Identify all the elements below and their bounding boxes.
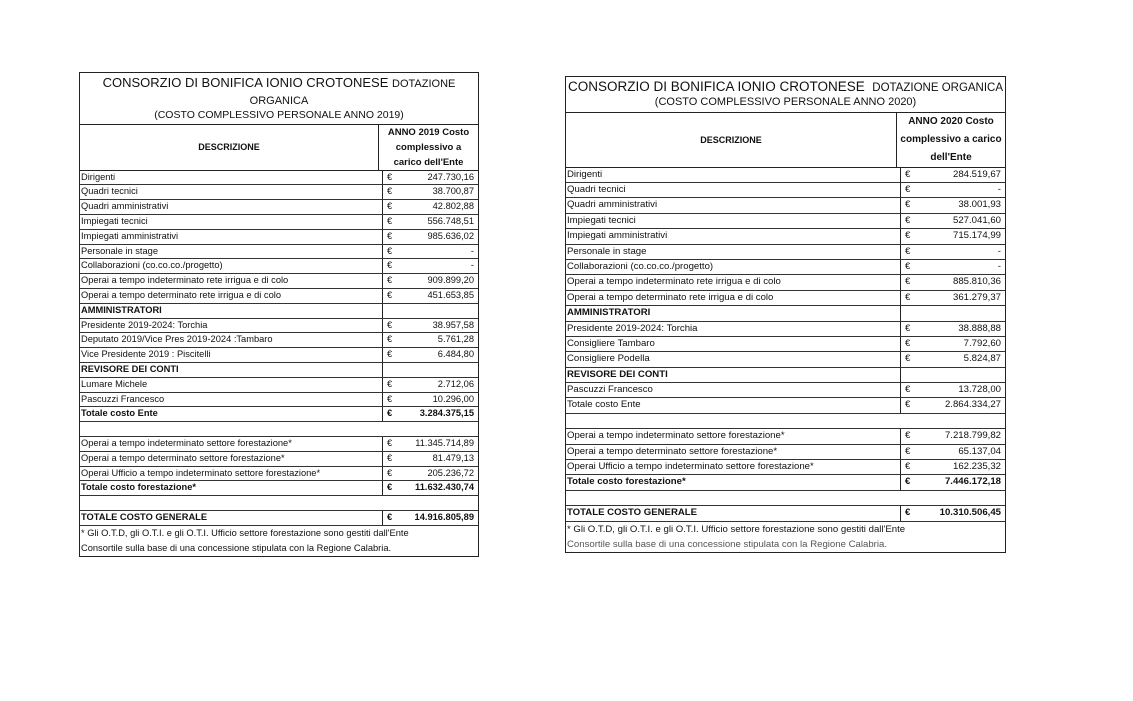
currency-symbol: € [905,291,911,303]
row-label: Impiegati tecnici [80,215,383,229]
currency-symbol: € [905,353,911,365]
row-label: Lumare Michele [80,378,383,392]
row-label: Dirigenti [566,168,901,182]
row-value: 6.484,80 [437,349,474,360]
currency-symbol: € [905,322,911,334]
currency-symbol [901,368,919,382]
row-label: Totale costo Ente [566,398,901,412]
section-row [80,363,478,378]
blank-row [566,491,1005,506]
row-value: 38.957,58 [432,319,474,330]
row-label: TOTALE COSTO GENERALE [566,506,901,520]
row-label: AMMINISTRATORI [566,306,901,320]
row-label: Presidente 2019-2024: Torchia [80,319,383,333]
footnote-line-2: Consortile sulla base di una concessione stipulata con la Regione Calabria. [81,542,392,553]
table-row [80,437,478,452]
row-value: 7.218.799,82 [944,430,1001,442]
currency-symbol: € [905,276,911,288]
row-value [401,496,478,510]
row-label: Operai a tempo determinato rete irrigua e di colo [566,291,901,305]
row-label: REVISORE DEI CONTI [80,363,383,377]
table-row [566,229,1005,244]
row-label: Totale costo Ente [80,407,383,421]
header-value: ANNO 2020 Costo complessivo a carico dell'Ente [900,115,1002,163]
table-row [566,322,1005,337]
table-row [80,289,478,304]
section-row [566,368,1005,383]
currency-symbol: € [905,507,911,519]
currency-symbol: € [387,186,393,197]
row-value: 247.730,16 [427,171,474,182]
table-row [80,481,478,496]
currency-symbol [901,414,919,428]
table-row [80,200,478,215]
table-row [566,245,1005,260]
currency-symbol: € [387,437,393,448]
row-label: AMMINISTRATORI [80,304,383,318]
table-row [80,259,478,274]
row-value: - [997,184,1001,196]
table-body [566,168,1005,522]
blank-row [80,496,478,511]
currency-symbol: € [387,319,393,330]
row-value: - [470,245,474,256]
table-row [80,171,478,186]
row-value: 14.916.805,89 [414,511,474,522]
table-row [80,319,478,334]
currency-symbol: € [905,476,911,488]
section-row [80,304,478,319]
row-value: - [997,245,1001,257]
row-value [401,304,478,318]
row-label: Quadri amministrativi [566,198,901,212]
row-label: Impiegati amministrativi [566,229,901,243]
row-label: Operai Ufficio a tempo indeterminato settore forestazione* [566,460,901,474]
row-label [80,422,383,436]
title-main: CONSORZIO DI BONIFICA IONIO CROTONESE [102,75,389,90]
table-row [80,348,478,363]
row-label: Operai a tempo determinato rete irrigua e di colo [80,289,383,303]
row-value: 11.632.430,74 [415,482,474,493]
row-label: Operai a tempo indeterminato settore forestazione* [566,429,901,443]
row-label: Dirigenti [80,171,383,185]
table-row [566,260,1005,275]
table-header [80,125,478,171]
currency-symbol: € [905,199,911,211]
row-value: 7.446.172,18 [944,476,1001,488]
row-label: Collaborazioni (co.co.co./progetto) [80,259,383,273]
table-row [80,407,478,422]
row-value: - [470,260,474,271]
cost-table-2019 [79,72,479,557]
table-body [80,171,478,526]
table-row [80,511,478,526]
row-label: Operai Ufficio a tempo indeterminato settore forestazione* [80,467,383,481]
row-value: 11.345.714,89 [415,437,474,448]
currency-symbol: € [387,216,393,227]
row-value: 451.653,85 [427,290,474,300]
currency-symbol: € [905,214,911,226]
row-value: 38.700,87 [432,186,474,197]
table-row [566,183,1005,198]
row-value: 5.824,87 [963,353,1001,365]
header-description: DESCRIZIONE [80,125,379,170]
currency-symbol: € [387,275,393,286]
table-row [566,337,1005,352]
currency-symbol [901,306,919,320]
row-label: Deputato 2019/Vice Pres 2019-2024 :Tambaro [80,333,383,347]
table-row [80,230,478,245]
row-label: Pascuzzi Francesco [566,383,901,397]
row-value: 527.041,60 [952,214,1001,226]
currency-symbol: € [905,430,911,442]
row-label: Operai a tempo indeterminato settore forestazione* [80,437,383,451]
currency-symbol: € [905,168,911,180]
currency-symbol: € [905,399,911,411]
table-title [566,77,1005,113]
footnote [80,526,478,556]
table-row [80,452,478,467]
currency-symbol: € [387,230,393,241]
row-value [919,306,1005,320]
table-row [80,215,478,230]
row-value: 10.296,00 [432,393,474,404]
table-row [566,445,1005,460]
currency-symbol: € [905,260,911,272]
currency-symbol [383,496,401,510]
currency-symbol: € [387,393,393,404]
title-main: CONSORZIO DI BONIFICA IONIO CROTONESE [567,79,865,94]
row-label: Consigliere Podella [566,352,901,366]
currency-symbol: € [387,408,393,419]
row-label: Operai a tempo indeterminato rete irrigua e di colo [566,275,901,289]
table-subtitle: (COSTO COMPLESSIVO PERSONALE ANNO 2019) [154,108,404,121]
header-description: DESCRIZIONE [566,113,897,167]
currency-symbol: € [905,184,911,196]
currency-symbol: € [905,230,911,242]
row-label: Collaborazioni (co.co.co./progetto) [566,260,901,274]
row-value: 81.479,13 [432,452,474,463]
row-label: Quadri amministrativi [80,200,383,214]
title-suffix: DOTAZIONE ORGANICA [872,82,1004,94]
currency-symbol: € [387,245,393,256]
table-row [566,352,1005,367]
currency-symbol: € [387,511,393,522]
row-value: 2.864.334,27 [944,399,1001,411]
table-row [566,506,1005,521]
row-value: 556.748,51 [427,216,474,227]
currency-symbol: € [387,260,393,271]
table-row [566,429,1005,444]
table-row [566,475,1005,490]
row-value: 42.802,88 [432,201,474,212]
row-value [919,414,1005,428]
currency-symbol [901,491,919,505]
currency-symbol: € [905,461,911,473]
row-value: 361.279,37 [952,291,1001,303]
table-row [80,467,478,482]
row-label: Quadri tecnici [80,185,383,199]
row-value: 7.792,60 [963,337,1001,349]
row-value: 205.236,72 [427,467,474,478]
row-value [919,368,1005,382]
row-label [80,496,383,510]
row-value: 13.728,00 [958,384,1001,396]
currency-symbol [383,363,401,377]
row-value: 3.284.375,15 [419,408,474,419]
footnote-line-1: * Gli O.T.D, gli O.T.I. e gli O.T.I. Ufficio settore forestazione sono gestiti dall'Ente [567,523,906,535]
row-value: 985.636,02 [427,230,474,241]
row-label: Pascuzzi Francesco [80,393,383,407]
row-label: Operai a tempo determinato settore forestazione* [80,452,383,466]
currency-symbol: € [387,171,393,182]
row-value: 38.001,93 [958,199,1001,211]
currency-symbol: € [905,384,911,396]
currency-symbol: € [387,201,393,212]
footnote-line-2: Consortile sulla base di una concessione stipulata con la Regione Calabria. [567,538,887,550]
currency-symbol: € [387,378,393,389]
table-row [566,291,1005,306]
row-value [401,363,478,377]
title-suffix: DOTAZIONE ORGANICA [249,78,456,107]
currency-symbol: € [905,445,911,457]
row-value: 715.174,99 [952,230,1001,242]
currency-symbol: € [387,290,393,300]
currency-symbol: € [387,452,393,463]
currency-symbol: € [905,245,911,257]
row-label [566,414,901,428]
row-label: Presidente 2019-2024: Torchia [566,322,901,336]
row-label: Personale in stage [566,245,901,259]
currency-symbol: € [387,482,393,493]
header-value: ANNO 2019 Costo complessivo a carico dell'Ente [387,126,470,168]
currency-symbol [383,422,401,436]
row-value: - [997,260,1001,272]
row-value: 909.899,20 [427,275,474,286]
row-value [401,422,478,436]
table-header [566,113,1005,168]
row-label: REVISORE DEI CONTI [566,368,901,382]
currency-symbol: € [387,334,393,345]
row-value: 5.761,28 [437,334,474,345]
footnote [566,522,1005,552]
row-label: Quadri tecnici [566,183,901,197]
section-row [566,306,1005,321]
row-value: 10.310.506,45 [939,507,1001,519]
row-value: 284.519,67 [952,168,1001,180]
table-row [566,198,1005,213]
row-label: Operai a tempo determinato settore forestazione* [566,445,901,459]
currency-symbol: € [905,337,911,349]
row-value: 885.810,36 [952,276,1001,288]
table-row [80,245,478,260]
table-row [80,185,478,200]
table-row [566,383,1005,398]
row-value: 65.137,04 [958,445,1001,457]
cost-table-2020 [565,76,1006,553]
row-label: Consigliere Tambaro [566,337,901,351]
row-value: 2.712,06 [437,378,474,389]
blank-row [566,414,1005,429]
table-row [566,398,1005,413]
row-value: 38.888,88 [958,322,1001,334]
currency-symbol [383,304,401,318]
table-row [566,460,1005,475]
table-subtitle: (COSTO COMPLESSIVO PERSONALE ANNO 2020) [654,95,917,108]
row-label: Vice Presidente 2019 : Piscitelli [80,348,383,362]
row-label: Totale costo forestazione* [80,481,383,495]
row-label: Impiegati amministrativi [80,230,383,244]
row-label: TOTALE COSTO GENERALE [80,511,383,525]
row-label: Impiegati tecnici [566,214,901,228]
row-value: 162.235,32 [952,461,1001,473]
table-title [80,73,478,125]
currency-symbol: € [387,349,393,360]
table-row [80,378,478,393]
row-label: Personale in stage [80,245,383,259]
row-label [566,491,901,505]
footnote-line-1: * Gli O.T.D, gli O.T.I. e gli O.T.I. Ufficio settore forestazione sono gestiti dall'Ente [81,527,409,538]
table-row [566,168,1005,183]
row-label: Operai a tempo indeterminato rete irrigua e di colo [80,274,383,288]
table-row [566,275,1005,290]
row-label: Totale costo forestazione* [566,475,901,489]
row-value [919,491,1005,505]
blank-row [80,422,478,437]
currency-symbol: € [387,467,393,478]
table-row [80,393,478,408]
table-row [566,214,1005,229]
table-row [80,274,478,289]
table-row [80,333,478,348]
